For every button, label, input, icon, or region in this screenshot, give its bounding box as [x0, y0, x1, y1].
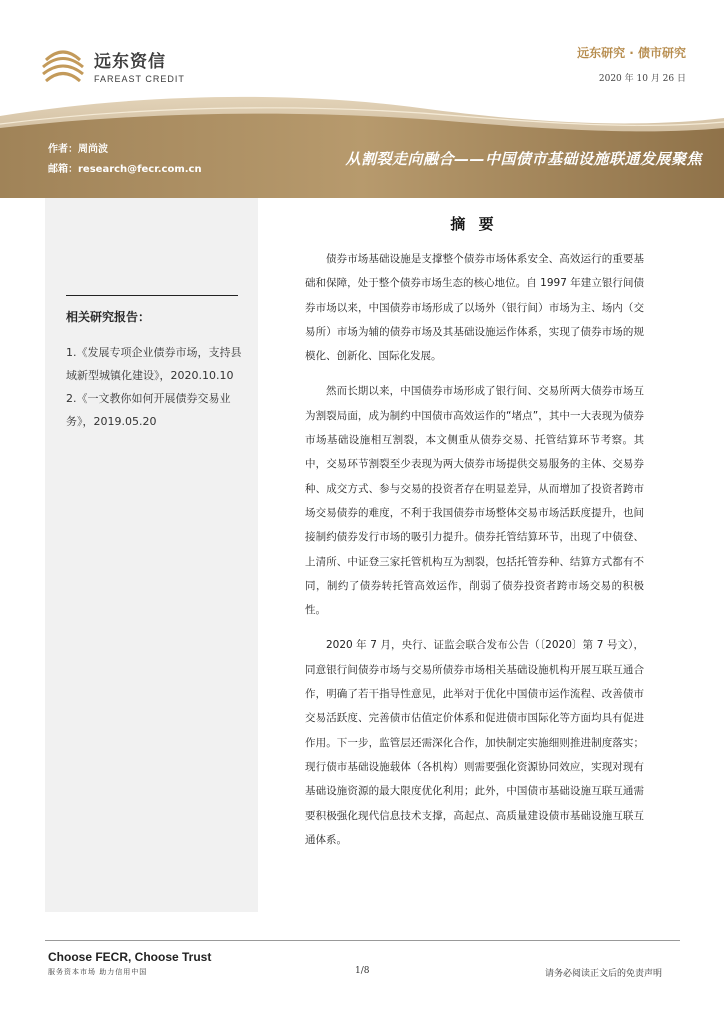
abstract-paragraph: 2020 年 7 月，央行、证监会联合发布公告（〔2020〕第 7 号文），同意银行间债券市场与交易所债券市场相关基础设施机构开展互联互通合作，明确了若干指导性意见，此举对于优化中国债市运作流程、改善债市交易活跃度、完善债市估值定价体系和促进债市国际化等方面均具有促进作用。下一步，监管层还需深化合作，加快制定实施细则推进制度落实；现行债市基础设施载体（各机构）则需要强化资源协同效应，实现对现有基础设施资源的最大限度优化利用；此外，中国债市基础设施互联互通需要积极强化现代信息技术支撑，高起点、高质量建设债市基础设施互联互通体系。	[305, 639, 644, 846]
footer-disclaimer: 请务必阅读正文后的免责声明	[544, 969, 662, 979]
logo-cn-text: 远东资信	[94, 51, 166, 72]
report-series: 远东研究 · 债市研究	[577, 46, 686, 60]
report-date: 2020 年 10 月 26 日	[598, 74, 686, 84]
related-reports-list	[66, 341, 244, 433]
related-report-item[interactable]: 1.《发展专项企业债券市场，支持县域新型城镇化建设》，2020.10.10	[66, 346, 242, 382]
report-title: 从割裂走向融合——中国债市基础设施联通发展聚焦	[345, 150, 702, 168]
author-email[interactable]: 邮箱：research@fecr.com.cn	[48, 164, 202, 175]
footer-sub-slogan: 服务资本市场 助力信用中国	[48, 968, 148, 976]
abstract-paragraph: 债券市场基础设施是支撑整个债券市场体系安全、高效运行的重要基础和保障，处于整个债券市场生态的核心地位。自 1997 年建立银行间债券市场以来，中国债券市场形成了以场外（银行间）市场为主、场内（交易所）市场为辅的债券市场及其基础设施运作体系，实现了债券市场的规模化、创新化、国际化发展。	[305, 253, 644, 363]
related-reports-title: 相关研究报告：	[66, 310, 151, 324]
abstract-body	[305, 247, 644, 863]
company-logo	[40, 46, 185, 84]
author-block	[48, 140, 202, 180]
sidebar-divider	[66, 295, 238, 296]
abstract-paragraph: 然而长期以来，中国债券市场形成了银行间、交易所两大债券市场互为割裂局面，成为制约中国债市高效运作的“堵点”，其中一大表现为债券市场基础设施相互割裂，本文侧重从债券交易、托管结算环节考察。其中，交易环节割裂至少表现为两大债券市场提供交易服务的主体、交易券种、成交方式、参与交易的投资者存在明显差异，从而增加了投资者跨市场交易债券的难度，不利于我国债券市场整体交易市场活跃度提升，也间接制约债券发行市场的吸引力提升。债券托管结算环节，出现了中债登、上清所、中证登三家托管机构互为割裂，包括托管券种、结算方式都有不同，制约了债券转托管高效运作，削弱了债券投资者跨市场交易的积极性。	[305, 385, 644, 617]
sidebar-panel	[45, 198, 258, 912]
footer-slogan: Choose FECR, Choose Trust	[48, 950, 212, 964]
page-number: 1/8	[355, 966, 370, 976]
logo-en-text: FAREAST CREDIT	[94, 73, 185, 84]
logo-emblem-icon	[40, 46, 86, 84]
footer-divider	[45, 940, 680, 941]
abstract-heading: 摘 要	[450, 215, 498, 233]
related-report-item[interactable]: 2.《一文教你如何开展债券交易业务》，2019.05.20	[66, 392, 231, 428]
author-name: 作者：周尚波	[48, 144, 108, 155]
